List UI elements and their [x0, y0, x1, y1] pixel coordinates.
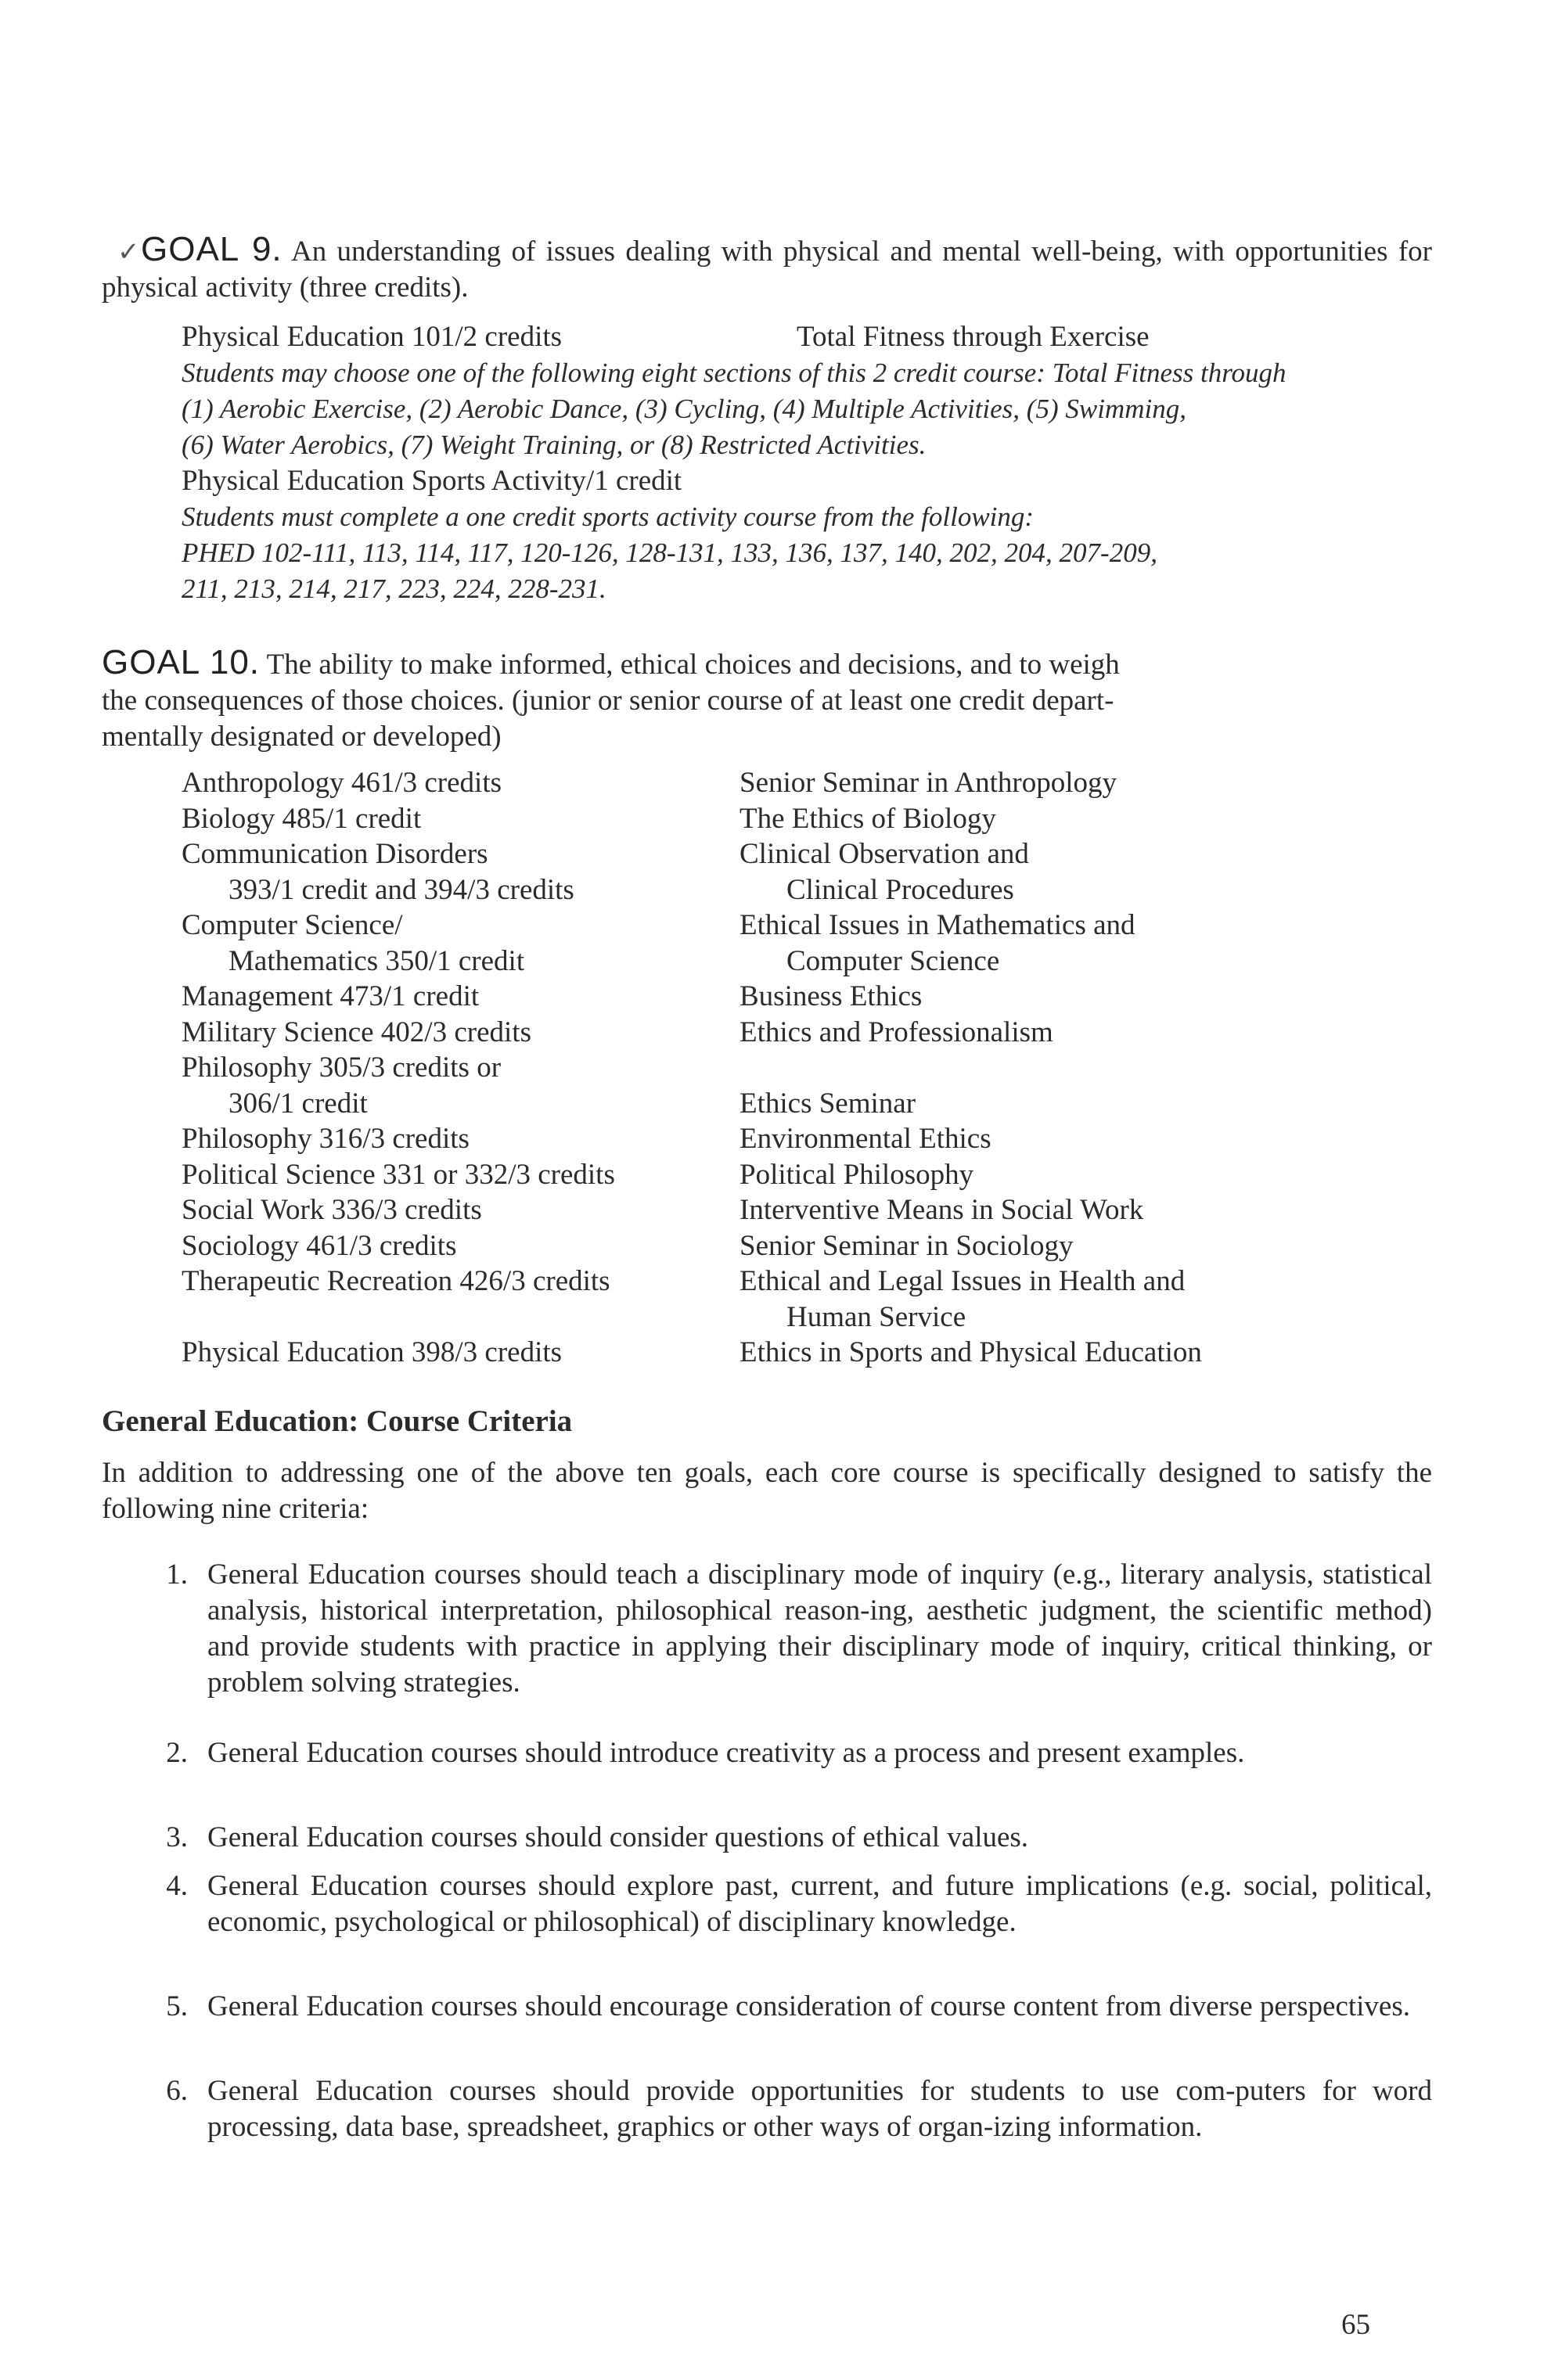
pe-course: Physical Education 101/2 credits: [182, 321, 563, 353]
criteria-number: 3.: [166, 1821, 188, 1853]
course-number-cell: Military Science 402/3 credits: [182, 1016, 531, 1048]
course-number-cell: Communication Disorders: [182, 838, 488, 870]
course-number-cell: 306/1 credit: [229, 1088, 368, 1120]
course-title-cell: Human Service: [786, 1301, 966, 1333]
course-title-cell: Ethics and Professionalism: [740, 1016, 1053, 1048]
pe-course-title: Total Fitness through Exercise: [797, 321, 1150, 353]
course-title-cell: Ethics in Sports and Physical Education: [740, 1336, 1202, 1368]
criteria-number: 4.: [166, 1870, 188, 1902]
pe-sections-note: Students may choose one of the following eight sections of this 2 credit course: Total Fitness through (1) Aerobic Exercise, (2) Aerobic Dance, (3) Cycling, (4) Multiple Activities, (5) Swimming, (6) Water Aerobics, (7) Weight Training, or (8) Restricted Activities.: [182, 358, 1287, 460]
sports-course: Physical Education Sports Activity/1 credit: [182, 465, 682, 497]
sports-note: Students must complete a one credit sports activity course from the following: PHED 102-111, 113, 114, 117, 120-126, 128-131, 133, 136, 137, 140, 202, 204, 207-209, 211, 213, 214, 217, 223, 224, 228-231.: [182, 502, 1157, 604]
course-number-cell: Management 473/1 credit: [182, 980, 480, 1012]
course-title-cell: Clinical Observation and: [740, 838, 1029, 870]
course-title-cell: Senior Seminar in Anthropology: [740, 767, 1117, 799]
criteria-text: General Education courses should introduce creativity as a process and present examples.: [207, 1737, 1245, 1769]
criteria-text: General Education courses should encourage consideration of course content from diverse perspectives.: [207, 1990, 1410, 2022]
course-title-cell: The Ethics of Biology: [740, 803, 996, 835]
criteria-number: 6.: [166, 2075, 188, 2107]
course-title-cell: Business Ethics: [740, 980, 923, 1012]
course-number-cell: Anthropology 461/3 credits: [182, 767, 502, 799]
goal9-paragraph: [102, 232, 1432, 306]
criteria-number: 2.: [166, 1737, 188, 1769]
criteria-title: General Education: Course Criteria: [102, 1404, 573, 1438]
course-number-cell: Physical Education 398/3 credits: [182, 1336, 563, 1368]
course-title-cell: Clinical Procedures: [786, 874, 1014, 906]
course-number-cell: Philosophy 316/3 credits: [182, 1123, 470, 1155]
course-number-cell: Sociology 461/3 credits: [182, 1230, 457, 1262]
course-title-cell: Computer Science: [786, 945, 1000, 977]
goal9-text: An understanding of issues dealing with physical and mental well-being, with opportunities for physical activity (three credits).: [102, 235, 1432, 304]
criteria-number: 1.: [166, 1559, 188, 1591]
criteria-text: General Education courses should provide opportunities for students to use com-puters for word processing, data base, spreadsheet, graphics or other ways of organ-izing information.: [207, 2075, 1432, 2143]
goal10-paragraph: GOAL 10. The ability to make informed, ethical choices and decisions, and to weigh the consequences of those choices. (junior or senior course of at least one credit depart- mentally designated or developed): [102, 643, 1120, 753]
course-title-cell: Environmental Ethics: [740, 1123, 991, 1155]
criteria-text: General Education courses should consider questions of ethical values.: [207, 1821, 1029, 1853]
course-number-cell: Mathematics 350/1 credit: [229, 945, 525, 977]
course-number-cell: Therapeutic Recreation 426/3 credits: [182, 1265, 610, 1297]
page-number: 65: [1341, 2309, 1370, 2341]
criteria-text: General Education courses should teach a disciplinary mode of inquiry (e.g., literary analysis, statistical analysis, historical interpretation, philosophical reason-ing, aesthetic judgment, the scientific method) and provide students with practice in applying their disciplinary mode of inquiry, critical thinking, or problem solving strategies.: [207, 1559, 1432, 1699]
course-title-cell: Interventive Means in Social Work: [740, 1194, 1144, 1226]
course-number-cell: Political Science 331 or 332/3 credits: [182, 1159, 615, 1191]
course-title-cell: Senior Seminar in Sociology: [740, 1230, 1074, 1262]
course-number-cell: 393/1 credit and 394/3 credits: [229, 874, 574, 906]
goal9-heading: GOAL 9.: [141, 230, 282, 268]
criteria-text: General Education courses should explore past, current, and future implications (e.g. social, political, economic, psychological or philosophical) of disciplinary knowledge.: [207, 1870, 1432, 1938]
course-number-cell: Philosophy 305/3 credits or: [182, 1052, 502, 1084]
criteria-number: 5.: [166, 1990, 188, 2022]
course-number-cell: Social Work 336/3 credits: [182, 1194, 482, 1226]
course-number-cell: Biology 485/1 credit: [182, 803, 422, 835]
course-number-cell: Computer Science/: [182, 909, 403, 941]
goal10-heading: GOAL 10.: [102, 643, 261, 681]
course-title-cell: Ethical and Legal Issues in Health and: [740, 1265, 1186, 1297]
course-title-cell: Political Philosophy: [740, 1159, 974, 1191]
check-mark: ✓: [117, 237, 140, 267]
course-title-cell: Ethics Seminar: [740, 1088, 916, 1120]
course-title-cell: Ethical Issues in Mathematics and: [740, 909, 1135, 941]
criteria-intro: In addition to addressing one of the above ten goals, each core course is specifically designed to satisfy the following nine criteria:: [102, 1457, 1432, 1525]
